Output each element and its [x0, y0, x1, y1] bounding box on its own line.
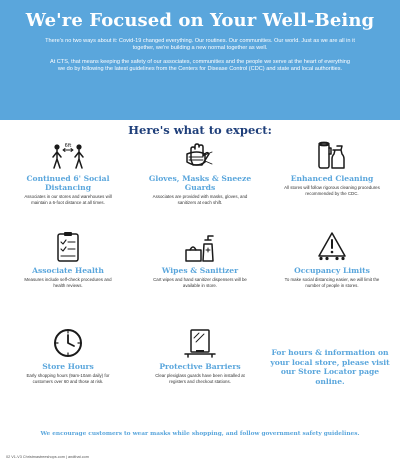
item-title: Enhanced Cleaning	[290, 174, 374, 183]
footer-text: 02 V1-V3 Christmastreeshops.com | andthat.com	[6, 455, 89, 459]
wipes-sanitizer-icon	[183, 230, 217, 264]
item-wipes-sanitizer	[146, 230, 254, 288]
cts-paragraph: At CTS, that means keeping the safety of our associates, communities and the people we serve at the heart of everything we do by following the latest guidelines from the Centers for Disease Control (CDC) and state and local authorities.	[49, 58, 351, 73]
expect-heading: Here's what to expect:	[128, 123, 272, 137]
item-social-distancing	[14, 138, 122, 205]
item-description: Measures include self-check procedures and health reviews.	[24, 277, 112, 288]
gloves-mask-icon	[183, 138, 217, 172]
item-enhanced-cleaning	[278, 138, 386, 196]
item-title: Gloves, Masks & Sneeze Guards	[148, 174, 252, 192]
intro-paragraph: There's no two ways about it: Covid-19 changed everything. Our routines. Our communities. Our world. Just as we are all in it together, we're building a new normal together as well.	[45, 38, 355, 52]
health-checklist-icon	[51, 230, 85, 264]
occupancy-warning-icon	[315, 230, 349, 264]
item-title: Store Hours	[42, 362, 94, 371]
item-title: Occupancy Limits	[294, 266, 370, 275]
mask-encouragement-note: We encourage customers to wear masks while shopping, and follow government safety guidelines.	[40, 431, 360, 437]
item-description: To make social distancing easier, we will limit the number of people in stores.	[284, 277, 380, 288]
clock-icon	[51, 326, 85, 360]
item-occupancy-limits	[278, 230, 386, 288]
item-associate-health	[14, 230, 122, 288]
item-description: Associates are provided with masks, gloves, and sanitizers at each shift.	[152, 194, 248, 205]
item-description: Cart wipes and hand sanitizer dispensers will be available in store.	[153, 277, 247, 288]
item-title: Protective Barriers	[159, 362, 241, 371]
cleaning-supplies-icon	[315, 138, 349, 172]
page-title: We're Focused on Your Well-Being	[25, 10, 375, 31]
item-description: Early shopping hours (9am-10am daily) for customers over 60 and those at risk.	[26, 373, 110, 384]
social-distancing-icon	[51, 138, 85, 172]
item-description: Associates in our stores and warehouses will maintain a 6-foot distance at all times.	[24, 194, 112, 205]
item-store-hours	[14, 326, 122, 384]
plexiglass-barrier-icon	[183, 326, 217, 360]
item-title: Continued 6' Social Distancing	[26, 174, 110, 192]
item-description: Clear plexiglass guards have been installed at registers and checkout stations.	[155, 373, 245, 384]
item-title: Associate Health	[32, 266, 104, 275]
item-protective-barriers	[146, 326, 254, 384]
item-description: All stores will follow rigorous cleaning procedures recommended by the CDC.	[284, 185, 380, 196]
distance-label: 6ft	[64, 143, 72, 149]
item-gloves-masks	[146, 138, 254, 205]
store-locator-note: For hours & information on your local store, please visit our Store Locator page online.	[270, 348, 390, 386]
item-title: Wipes & Sanitizer	[161, 266, 239, 275]
hero-banner	[0, 0, 400, 120]
